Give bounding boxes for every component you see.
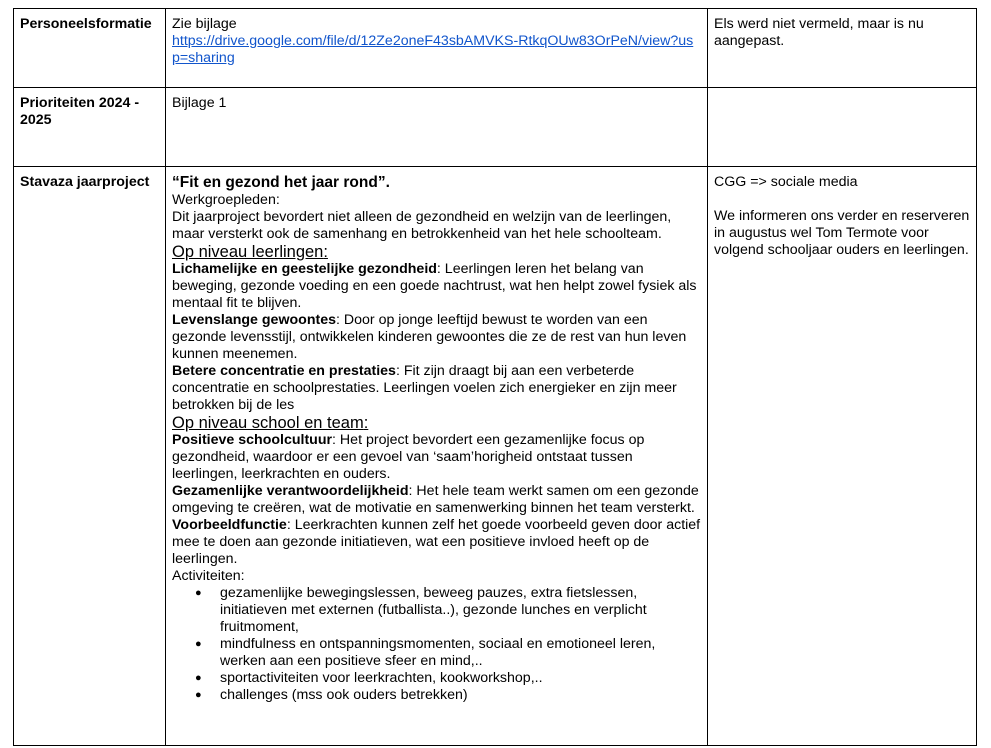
row-remark-cell	[708, 9, 977, 88]
row-label: Prioriteiten 2024 - 2025	[20, 95, 140, 128]
item-title: Lichamelijke en geestelijke gezondheid	[172, 261, 437, 277]
section-heading-school-team: Op niveau school en team:	[172, 414, 369, 432]
item-text: : Leerkrachten kunnen zelf het goede voorbeeld geven door actief mee te doen aan gezonde initiatieven, wat een positieve invloed heeft op de leerlingen.	[172, 517, 701, 567]
table-row-personeelsformatie	[14, 9, 977, 88]
paragraph-gap	[714, 191, 970, 208]
content-text: Zie bijlage	[172, 16, 237, 32]
remark-text: We informeren ons verder en reserveren in augustus wel Tom Termote voor volgend schooljaar ouders en leerlingen.	[714, 208, 970, 258]
remark-text: Els werd niet vermeld, maar is nu aangepast.	[714, 16, 924, 49]
project-intro: Dit jaarproject bevordert niet alleen de gezondheid en welzijn van de leerlingen, maar versterkt ook de samenhang en betrokkenheid van het hele schoolteam.	[172, 209, 672, 242]
row-remark-cell	[708, 167, 977, 746]
content-text: Bijlage 1	[172, 95, 227, 111]
table-row-jaarproject	[14, 167, 977, 746]
item-text: : Leerlingen leren het belang van beweging, gezonde voeding en een goede nachtrust, wat hen helpt zowel fysiek als mentaal fit te blijven.	[172, 261, 697, 311]
row-label-cell	[14, 88, 166, 167]
list-item	[172, 483, 701, 517]
row-label-cell	[14, 9, 166, 88]
row-content-cell	[166, 167, 708, 746]
workgroup-label: Werkgroepleden:	[172, 192, 280, 208]
activities-list	[172, 585, 701, 704]
item-text: : Het project bevordert een gezamenlijke focus op gezondheid, waardoor er een gevoel van ‘saam’horigheid ontstaat tussen leerlingen, leerkrachten en ouders.	[172, 432, 645, 482]
list-item	[172, 363, 701, 414]
list-item	[172, 432, 701, 483]
activity-item: ● gezamenlijke bewegingslessen, beweeg pauzes, extra fietslessen, initiatieven met externen (futballista..), gezonde lunches en verplicht fruitmoment,	[220, 585, 701, 636]
activities-label: Activiteiten:	[172, 568, 245, 584]
item-title: Gezamenlijke verantwoordelijkheid	[172, 483, 409, 499]
row-label: Personeelsformatie	[20, 16, 152, 32]
row-content-cell	[166, 9, 708, 88]
list-item	[172, 261, 701, 312]
row-content-cell	[166, 88, 708, 167]
item-text: : Het hele team werkt samen om een gezonde omgeving te creëren, wat de motivatie en samenwerking binnen het team versterkt.	[172, 483, 699, 516]
table-row-prioriteiten	[14, 88, 977, 167]
item-title: Positieve schoolcultuur	[172, 432, 333, 448]
attachment-link[interactable]: https://drive.google.com/file/d/12Ze2oneF43sbAMVKS-RtkqOUw83OrPeN/view?usp=sharing	[172, 33, 694, 66]
list-item	[172, 517, 701, 568]
item-title: Levenslange gewoontes	[172, 312, 336, 328]
row-label: Stavaza jaarproject	[20, 174, 150, 190]
item-title: Voorbeeldfunctie	[172, 517, 287, 533]
remark-text: CGG => sociale media	[714, 174, 858, 190]
item-title: Betere concentratie en prestaties	[172, 363, 396, 379]
item-text: : Fit zijn draagt bij aan een verbeterde concentratie en schoolprestaties. Leerlingen voelen zich energieker en zijn meer betrokken bij de les	[172, 363, 677, 413]
item-text: : Door op jonge leeftijd bewust te worden van een gezonde levensstijl, ontwikkelen kinderen gewoontes die ze de rest van hun leven kunnen meenemen.	[172, 312, 687, 362]
row-remark-cell	[708, 88, 977, 167]
list-item	[172, 312, 701, 363]
activity-item: ● mindfulness en ontspanningsmomenten, sociaal en emotioneel leren, werken aan een positieve sfeer en mind,..	[220, 636, 701, 670]
section-heading-leerlingen: Op niveau leerlingen:	[172, 243, 328, 261]
activity-item: ● sportactiviteiten voor leerkrachten, kookworkshop,..	[220, 670, 701, 687]
document-table	[13, 8, 977, 746]
row-label-cell	[14, 167, 166, 746]
activity-item: ● challenges (mss ook ouders betrekken)	[220, 687, 701, 704]
project-title: “Fit en gezond het jaar rond”.	[172, 174, 390, 191]
